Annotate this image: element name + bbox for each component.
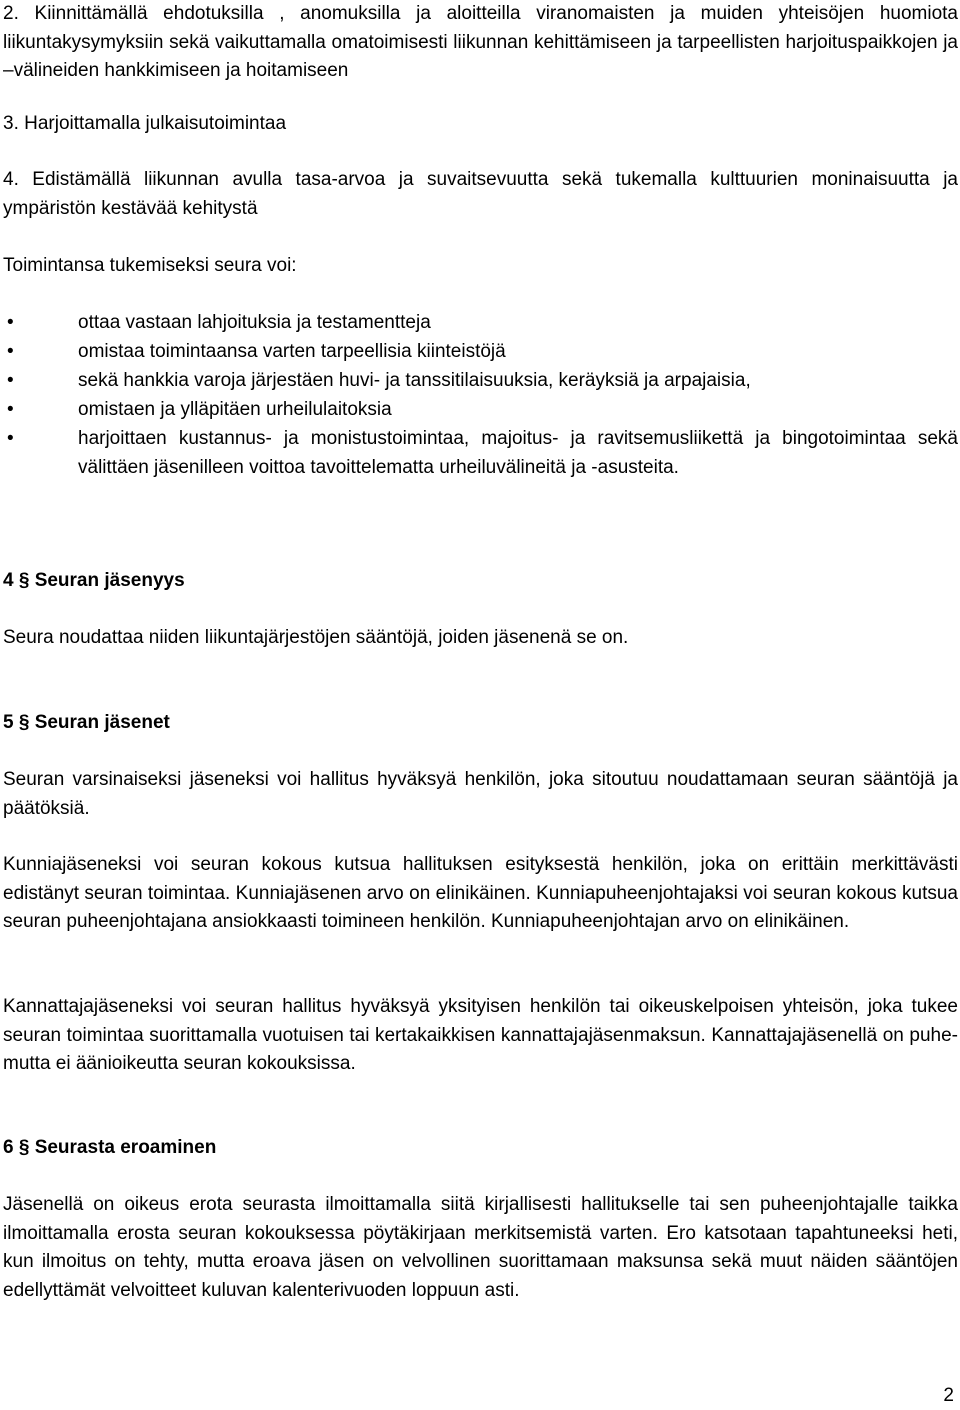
list-item: [0, 395, 958, 424]
bullet-text: harjoittaen kustannus- ja monistustoimintaa, majoitus- ja ravitsemusliikettä ja bingotoimintaa sekä välittäen jäsenilleen voittoa tavoittelematta urheiluvälineitä ja -asusteita.: [78, 428, 958, 478]
section-6-heading: 6 § Seurasta eroaminen: [3, 1137, 217, 1158]
section-5-paragraph-2: Kunniajäseneksi voi seuran kokous kutsua hallituksen esityksestä henkilön, joka on erittäin merkittävästi edistänyt seuran toimintaa. Kunniajäsenen arvo on elinikäinen. Kunniapuheenjohtajaksi voi seuran kokous kutsua seuran puheenjohtajana ansiokkaasti toimineen henkilön. Kunniapuheenjohtajan arvo on elinikäinen.: [3, 854, 958, 932]
list-item: [0, 366, 958, 395]
bullet-icon: •: [7, 312, 14, 333]
section-6-paragraph: Jäsenellä on oikeus erota seurasta ilmoittamalla siitä kirjallisesti hallitukselle tai sen puheenjohtajalle taikka ilmoittamalla erosta seuran kokouksessa pöytäkirjaan merkitsemistä varten. Ero katsotaan tapahtuneeksi heti, kun ilmoitus on tehty, mutta eroava jäsen on velvollinen suorittamaan maksunsa sekä muut näiden sääntöjen edellyttämät velvoitteet kuluvan kalenterivuoden loppuun asti.: [3, 1194, 958, 1301]
bullet-icon: •: [7, 399, 14, 420]
bullet-text: omistaen ja ylläpitäen urheilulaitoksia: [78, 399, 392, 420]
section-4-heading: 4 § Seuran jäsenyys: [3, 570, 185, 591]
list-item-4: 4. Edistämällä liikunnan avulla tasa-arvoa ja suvaitsevuutta sekä tukemalla kulttuurien moninaisuutta ja ympäristön kestävää kehitystä: [3, 169, 958, 219]
bullet-icon: •: [7, 370, 14, 391]
bullet-icon: •: [7, 428, 14, 449]
section-5-heading: 5 § Seuran jäsenet: [3, 712, 170, 733]
list-item: [0, 308, 958, 337]
section-5-paragraph-3: Kannattajajäseneksi voi seuran hallitus hyväksyä yksityisen henkilön tai oikeuskelpoisen yhteisön, joka tukee seuran toimintaa suorittamalla vuotuisen tai kertakaikkisen kannattajajäsenmaksun. Kannattajajäsenellä on puhe- mutta ei äänioikeutta seuran kokouksissa.: [3, 996, 958, 1074]
list-item-3: 3. Harjoittamalla julkaisutoimintaa: [3, 113, 287, 134]
bullet-list: [0, 308, 958, 482]
list-item-2: 2. Kiinnittämällä ehdotuksilla , anomuksilla ja aloitteilla viranomaisten ja muiden yhteisöjen huomiota liikuntakysymyksiin sekä vaikuttamalla omatoimisesti liikunnan kehittämiseen ja tarpeellisten harjoituspaikkojen ja –välineiden hankkimiseen ja hoitamiseen: [3, 3, 958, 81]
bullet-text: sekä hankkia varoja järjestäen huvi- ja tanssitilaisuuksia, keräyksiä ja arpajaisia,: [78, 370, 751, 391]
list-item: [0, 337, 958, 366]
list-item: [0, 424, 958, 482]
bullet-text: omistaa toimintaansa varten tarpeellisia kiinteistöjä: [78, 341, 506, 362]
page-number: 2: [943, 1385, 954, 1406]
section-5-paragraph-1: Seuran varsinaiseksi jäseneksi voi hallitus hyväksyä henkilön, joka sitoutuu noudattamaan seuran sääntöjä ja päätöksiä.: [3, 769, 958, 819]
bullet-icon: •: [7, 341, 14, 362]
section-4-paragraph: Seura noudattaa niiden liikuntajärjestöjen sääntöjä, joiden jäsenenä se on.: [3, 627, 629, 648]
bullet-text: ottaa vastaan lahjoituksia ja testamentteja: [78, 312, 431, 333]
support-heading: Toimintansa tukemiseksi seura voi:: [3, 255, 297, 276]
